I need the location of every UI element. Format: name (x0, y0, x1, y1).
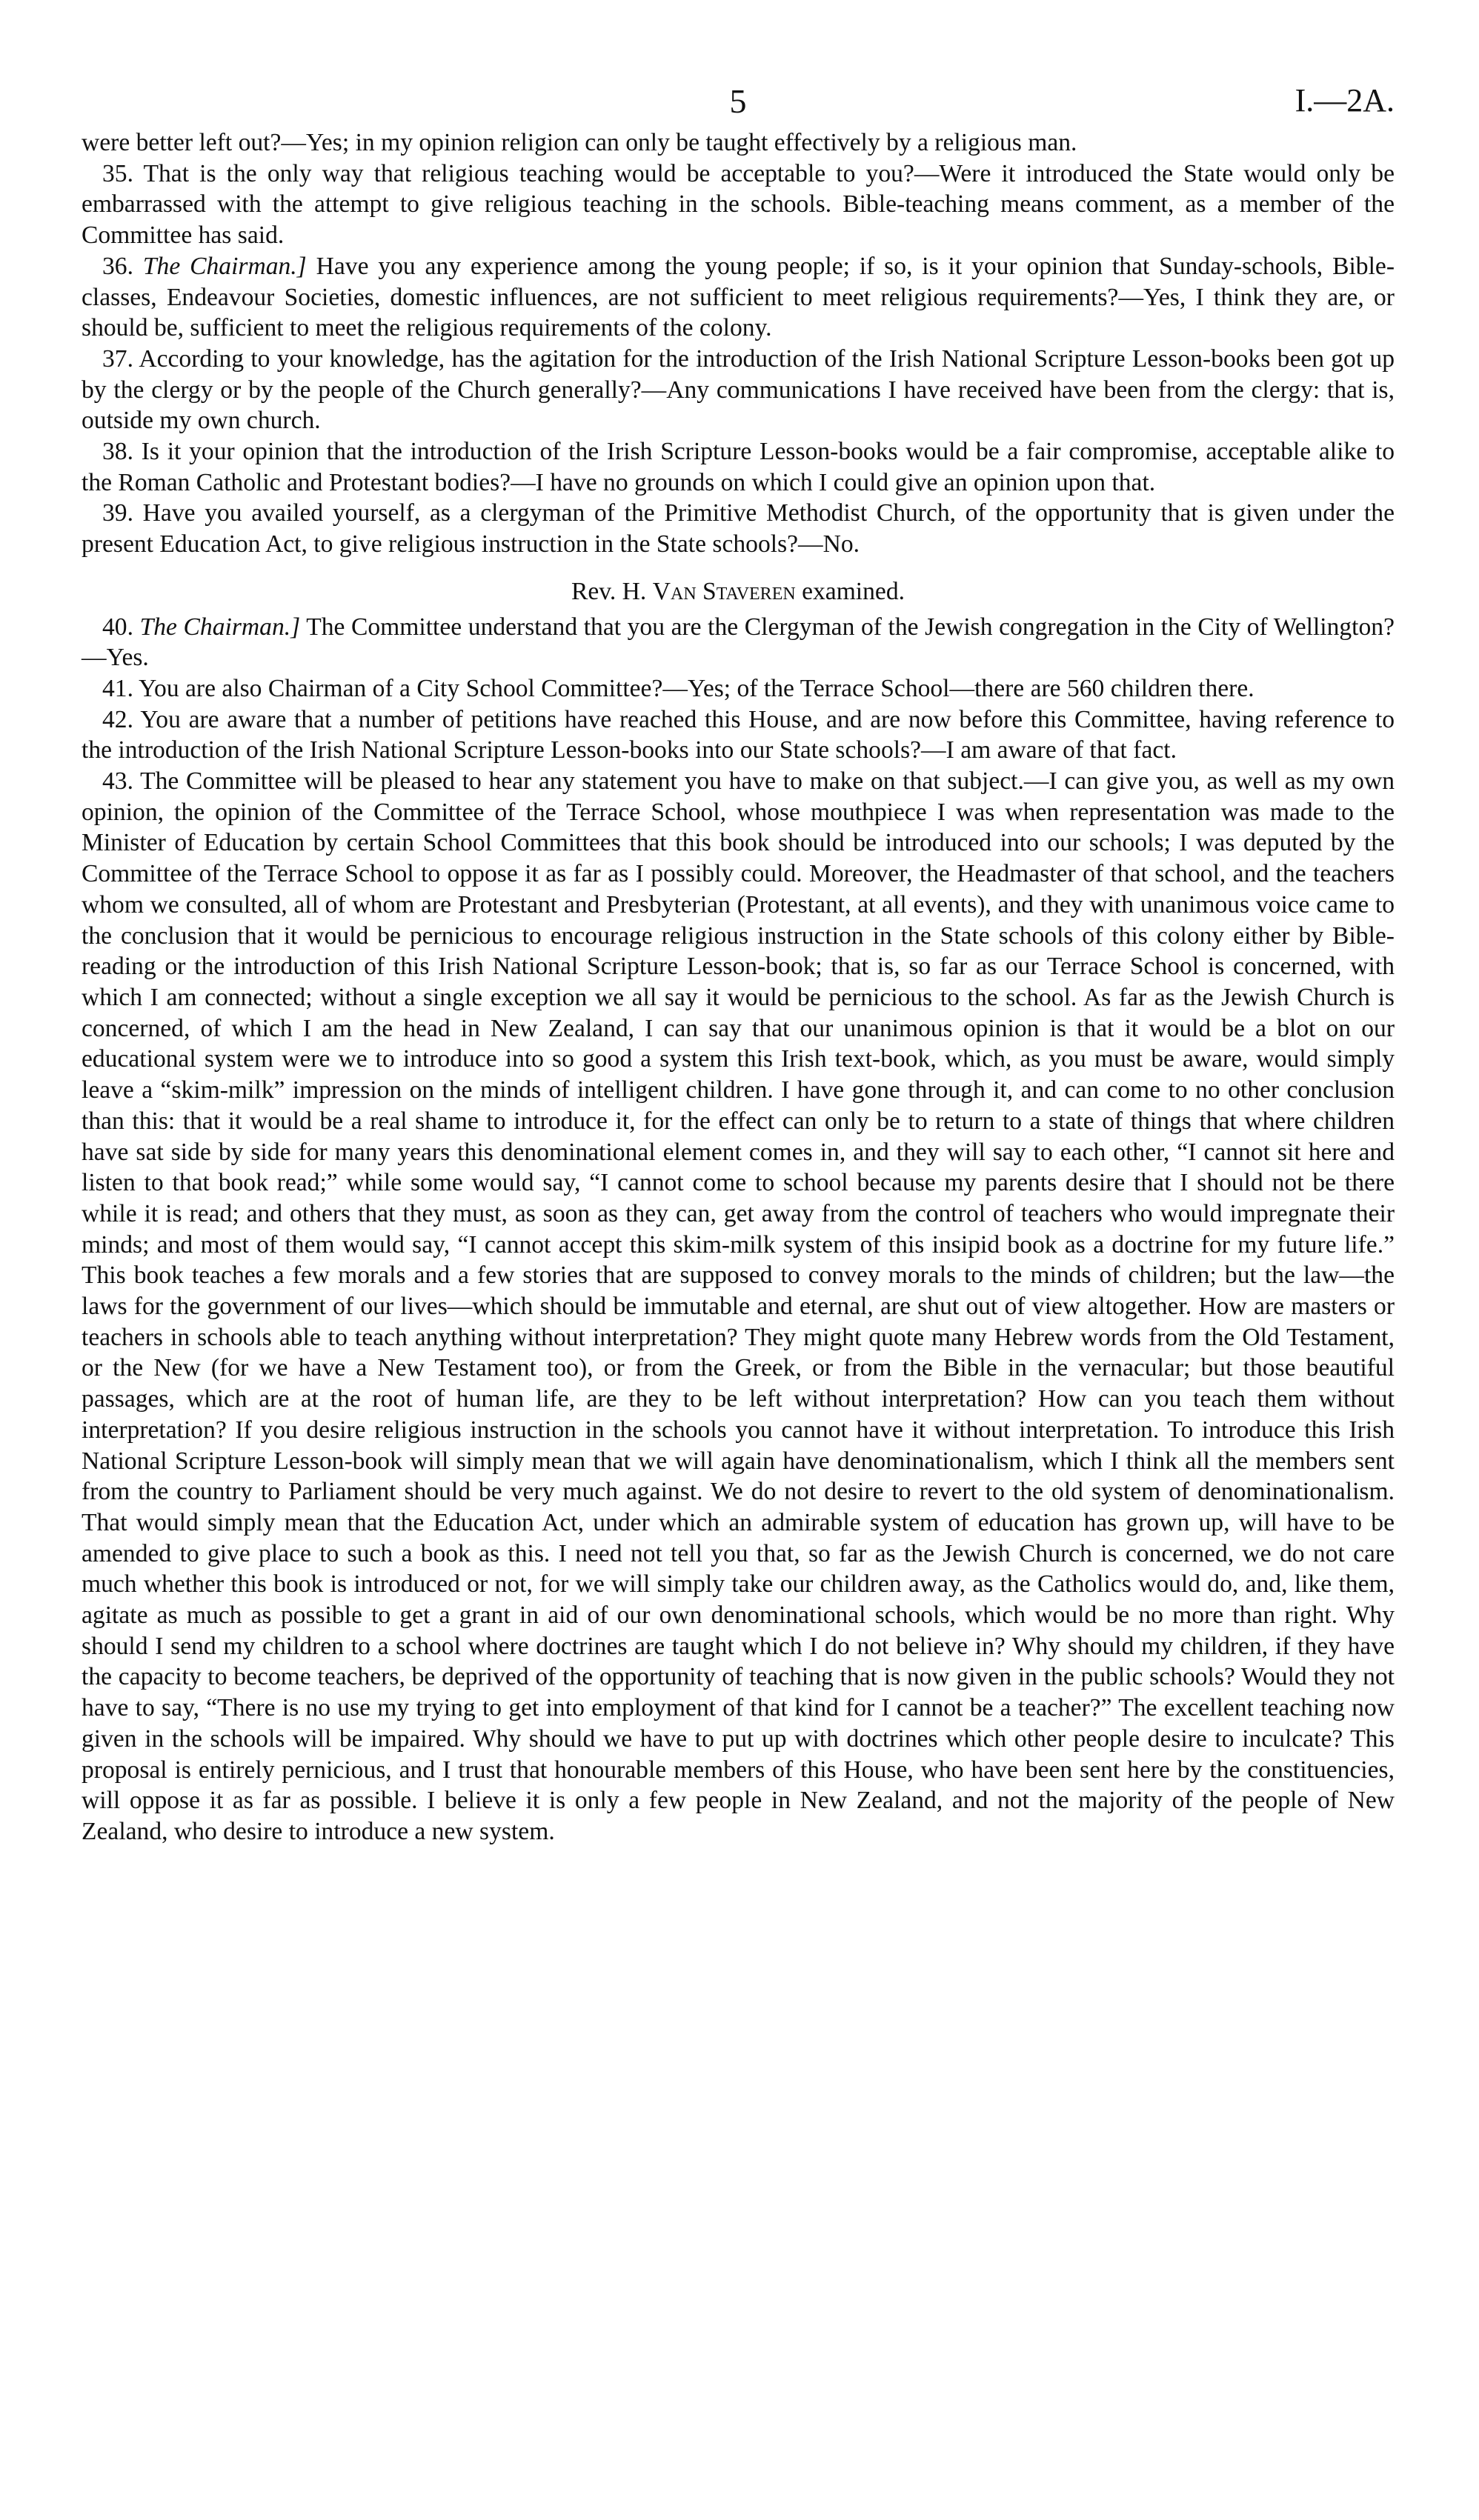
series-suffix: A. (1363, 82, 1395, 119)
question-text: You are also Chairman of a City School Committee?—Yes; of the Terrace School—there are 560 children there. (139, 674, 1254, 702)
document-page (82, 68, 1395, 1847)
question-text: According to your knowledge, has the agitation for the introduction of the Irish National Scripture Lesson-books been got up by the clergy or by the people of the Church generally?—Any communications I have received have been from the clergy: that is, outside my own church. (82, 344, 1395, 435)
questions-section-2 (82, 612, 1395, 1847)
question-text: Have you availed yourself, as a clergyman of the Primitive Methodist Church, of the opportunity that is given under the present Education Act, to give religious instruction in the State schools?—No. (82, 499, 1395, 559)
question-number: 37. (102, 344, 133, 373)
question-41 (82, 673, 1395, 704)
question-number: 36. (102, 252, 133, 280)
question-number: 40. (102, 613, 133, 641)
continued-answer: were better left out?—Yes; in my opinion religion can only be taught effectively by a religious man. (82, 129, 1077, 156)
page-body (82, 127, 1395, 1847)
page-header (82, 68, 1395, 127)
question-text: Is it your opinion that the introduction of the Irish Scripture Lesson-books would be a fair compromise, acceptable alike to the Roman Catholic and Protestant bodies?—I have no grounds on which I could give an opinion upon that. (82, 438, 1395, 496)
speaker-label: The Chairman.] (142, 252, 307, 280)
question-35 (82, 159, 1395, 251)
question-number: 38. (102, 438, 133, 466)
witness-title: Rev. H. (571, 577, 647, 605)
page-number: 5 (729, 82, 747, 120)
witness-heading (82, 576, 1395, 607)
question-number: 42. (102, 705, 133, 733)
question-text: The Committee understand that you are the Clergyman of the Jewish congregation in the City of Wellington?—Yes. (82, 613, 1395, 672)
question-38 (82, 436, 1395, 498)
question-text: Have you any experience among the young people; if so, is it your opinion that Sunday-schools, Bible-classes, Endeavour Societies, domestic influences, are not sufficient to meet religious requirements?—Yes, I think they are, or should be, sufficient to meet the religious requirements of the colony. (82, 252, 1395, 342)
question-37 (82, 344, 1395, 436)
question-number: 39. (102, 499, 133, 527)
witness-status: examined. (802, 577, 905, 605)
question-40 (82, 612, 1395, 673)
questions-section-1 (82, 159, 1395, 560)
question-number: 41. (102, 674, 133, 702)
question-42 (82, 704, 1395, 766)
question-39 (82, 498, 1395, 559)
question-36 (82, 251, 1395, 344)
witness-name: Van Staveren (652, 577, 796, 605)
question-text: That is the only way that religious teaching would be acceptable to you?—Were it introduced the State would only be embarrassed with the attempt to give religious teaching in the schools. Bible-teaching means comment, as a member of the Committee has said. (82, 159, 1395, 250)
speaker-label: The Chairman.] (139, 613, 301, 641)
question-43 (82, 766, 1395, 1847)
question-number: 35. (102, 159, 133, 187)
question-number: 43. (102, 767, 133, 796)
paper-series-reference (1295, 81, 1395, 119)
question-text: The Committee will be pleased to hear any statement you have to make on that subject.—I can give you, as well as my own opinion, the opinion of the Committee of the Terrace School, whose mouthpiece I was when representation was made to the Minister of Education by certain School Committees that this book should be introduced into our schools; I was deputed by the Committee of the Terrace School to oppose it as far as I possibly could. Moreover, the Headmaster of that school, and the teachers whom we consulted, all of whom are Protestant and Presbyterian (Protestant, at all events), and they with unanimous voice came to the conclusion that it would be pernicious to encourage religious instruction in the State schools of this colony either by Bible-reading or the introduction of this Irish National Scripture Lesson-book; that is, so far as our Terrace School is concerned, with which I am connected; without a single exception we all say it would be pernicious to the school. As far as the Jewish Church is concerned, of which I am the head in New Zealand, I can say that our unanimous opinion is that it would be a blot on our educational system were we to introduce into so good a system this Irish text-book, which, as you must be aware, would simply leave a “skim-milk” impression on the minds of intelligent children. I have gone through it, and can come to no other conclusion than this: that it would be a real shame to introduce it, for the effect can only be to return to a state of things that where children have sat side by side for many years this denominational element comes in, and they will say to each other, “I cannot sit here and listen to that book read;” while some would say, “I cannot come to school because my parents desire that I should not be there while it is read; and others that they must, as soon as they can, get away from the control of teachers who would impregnate their minds; and most of them would say, “I cannot accept this skim-milk system of this insipid book as a doctrine for my future life.” This book teaches a few morals and a few stories that are supposed to convey morals to the minds of children; but the law—the laws for the government of our lives—which should be immutable and eternal, are shut out of view altogether. How are masters or teachers in schools able to teach anything without interpretation? They might quote many Hebrew words from the Old Testament, or the New (for we have a New Testament too), or from the Greek, or from the Bible in the vernacular; but those beautiful passages, which are at the root of human life, are they to be left without interpretation? How can you teach them without interpretation? If you desire religious instruction in the schools you cannot have it without interpretation. To introduce this Irish National Scripture Lesson-book will simply mean that we will again have denominationalism, which I think all the members sent from the country to Parliament should be very much against. We do not desire to revert to the old system of denominationalism. That would simply mean that the Education Act, under which an admirable system of education has grown up, will have to be amended to give place to such a book as this. I need not tell you that, so far as the Jewish Church is concerned, we do not care much whether this book is introduced or not, for we will simply take our children away, as the Catholics would do, and, like them, agitate as much as possible to get a grant in aid of our own denominational schools, which would be no more than right. Why should I send my children to a school where doctrines are taught which I do not believe in? Why should my children, if they have the capacity to become teachers, be deprived of the opportunity of teaching that is now given in the public schools? Would they not have to say, “There is no use my trying to get into employment of that kind for I cannot be a teacher?” The excellent teaching now given in the schools will be impaired. Why should we have to put up with doctrines which other people desire to inculcate? This proposal is entirely pernicious, and I trust that honourable members of this House, who have been sent here by the constituencies, will oppose it as far as possible. I believe it is only a few people in New Zealand, and not the majority of the people of New Zealand, who desire to introduce a new system. (82, 767, 1395, 1845)
question-text: You are aware that a number of petitions have reached this House, and are now before this Committee, having reference to the introduction of the Irish National Scripture Lesson-books into our State schools?—I am aware of that fact. (82, 705, 1395, 764)
series-prefix: I.—2 (1294, 82, 1363, 119)
